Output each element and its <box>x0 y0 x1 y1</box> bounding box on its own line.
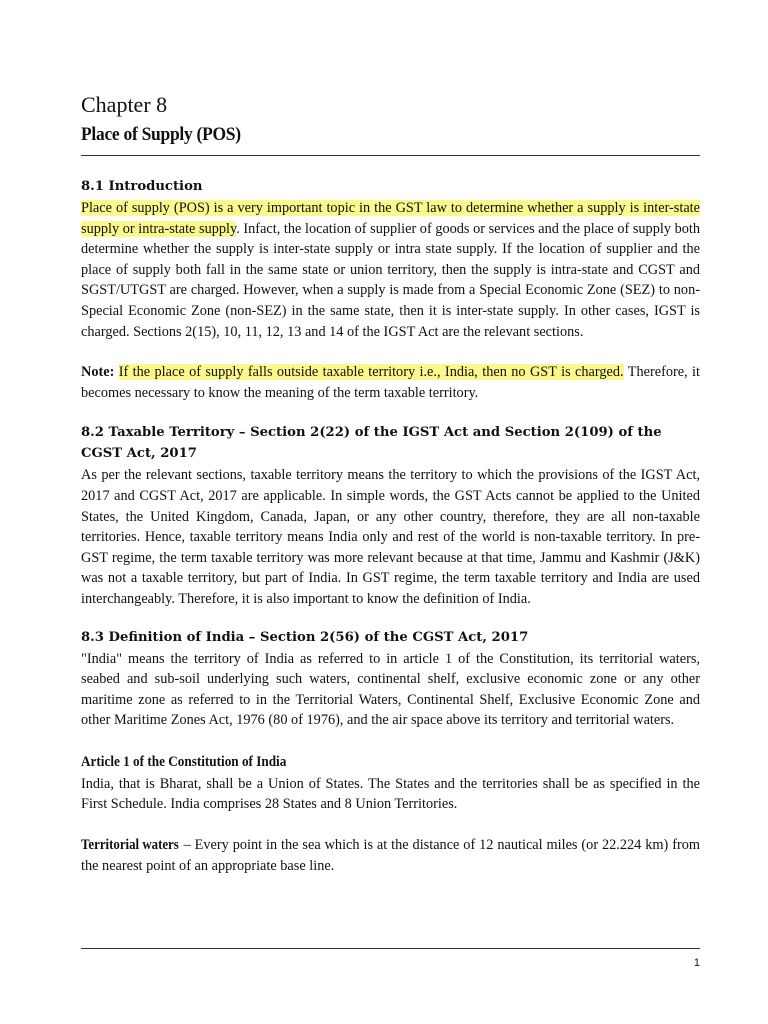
territorial-waters-label: Territorial waters <box>81 837 179 854</box>
highlighted-text: Place of supply (POS) is a very important topic in the GST law to determine whether a supply is inter-state supply or intra-state supply <box>81 200 700 237</box>
section-heading-taxable-territory: 8.2 Taxable Territory – Section 2(22) of the IGST Act and Section 2(109) of the CGST Act, 2017 <box>81 425 662 462</box>
paragraph-text: . Infact, the location of supplier of goods or services and the place of supply both determine whether the supply is inter-state supply or intra state supply. If the location of supplier and the place of supply both fall in the same state or union territory, then the supply is intra-state and CGST and SGST/UTGST are charged. However, when a supply is made from a Special Economic Zone (SEZ) to non-Special Economic Zone (non-SEZ) in the same state, then it is inter-state supply. In other cases, IGST is charged. Sections 2(15), 10, 11, 12, 13 and 14 of the IGST Act are the relevant sections. <box>81 220 700 340</box>
introduction-paragraph <box>81 198 700 342</box>
chapter-title: Place of Supply (POS) <box>81 124 241 145</box>
note-paragraph <box>81 362 700 403</box>
india-definition-paragraph: "India" means the territory of India as referred to in article 1 of the Constitution, its territorial waters, seabed and sub-soil underlying such waters, continental shelf, exclusive economic zone or any other maritime zone as referred to in the Territorial Waters, Continental Shelf, Exclusive Economic Zone and other Maritime Zones Act, 1976 (80 of 1976), and the air space above its territory and territorial waters. <box>81 650 700 729</box>
section-heading-india-definition: 8.3 Definition of India – Section 2(56) of the CGST Act, 2017 <box>81 629 529 645</box>
page-content <box>81 176 700 876</box>
article1-paragraph: India, that is Bharat, shall be a Union of States. The States and the territories shall be as specified in the First Schedule. India comprises 28 States and 8 Union Territories. <box>81 775 700 813</box>
note-label: Note: <box>81 364 115 381</box>
page-number: 1 <box>693 957 700 969</box>
highlighted-text: If the place of supply falls outside taxable territory i.e., India, then no GST is charged. <box>118 364 624 381</box>
section-heading-introduction: 8.1 Introduction <box>81 179 203 194</box>
taxable-territory-paragraph: As per the relevant sections, taxable territory means the territory to which the provisions of the IGST Act, 2017 and CGST Act, 2017 are applicable. In simple words, the GST Acts cannot be applied to the United States, the United Kingdom, Canada, Japan, or any other country, therefore, they are all non-taxable territories. Hence, taxable territory means India only and rest of the world is non-taxable territory. In pre-GST regime, the term taxable territory was more relevant because at that time, Jammu and Kashmir (J&K) was not a taxable territory, but part of India. In GST regime, the term taxable territory and India are used interchangeably. Therefore, it is also important to know the definition of India. <box>81 467 700 607</box>
chapter-label: Chapter 8 <box>81 92 168 117</box>
article1-heading: Article 1 of the Constitution of India <box>81 753 287 770</box>
footer-divider <box>81 948 700 949</box>
territorial-waters-paragraph <box>81 835 700 876</box>
paragraph-text: Therefore, it becomes necessary to know the meaning of the term taxable territory. <box>81 364 701 401</box>
paragraph-text: – Every point in the sea which is at the distance of 12 nautical miles (or 22.224 km) from the nearest point of an appropriate base line. <box>81 837 700 874</box>
header-divider <box>81 155 700 156</box>
